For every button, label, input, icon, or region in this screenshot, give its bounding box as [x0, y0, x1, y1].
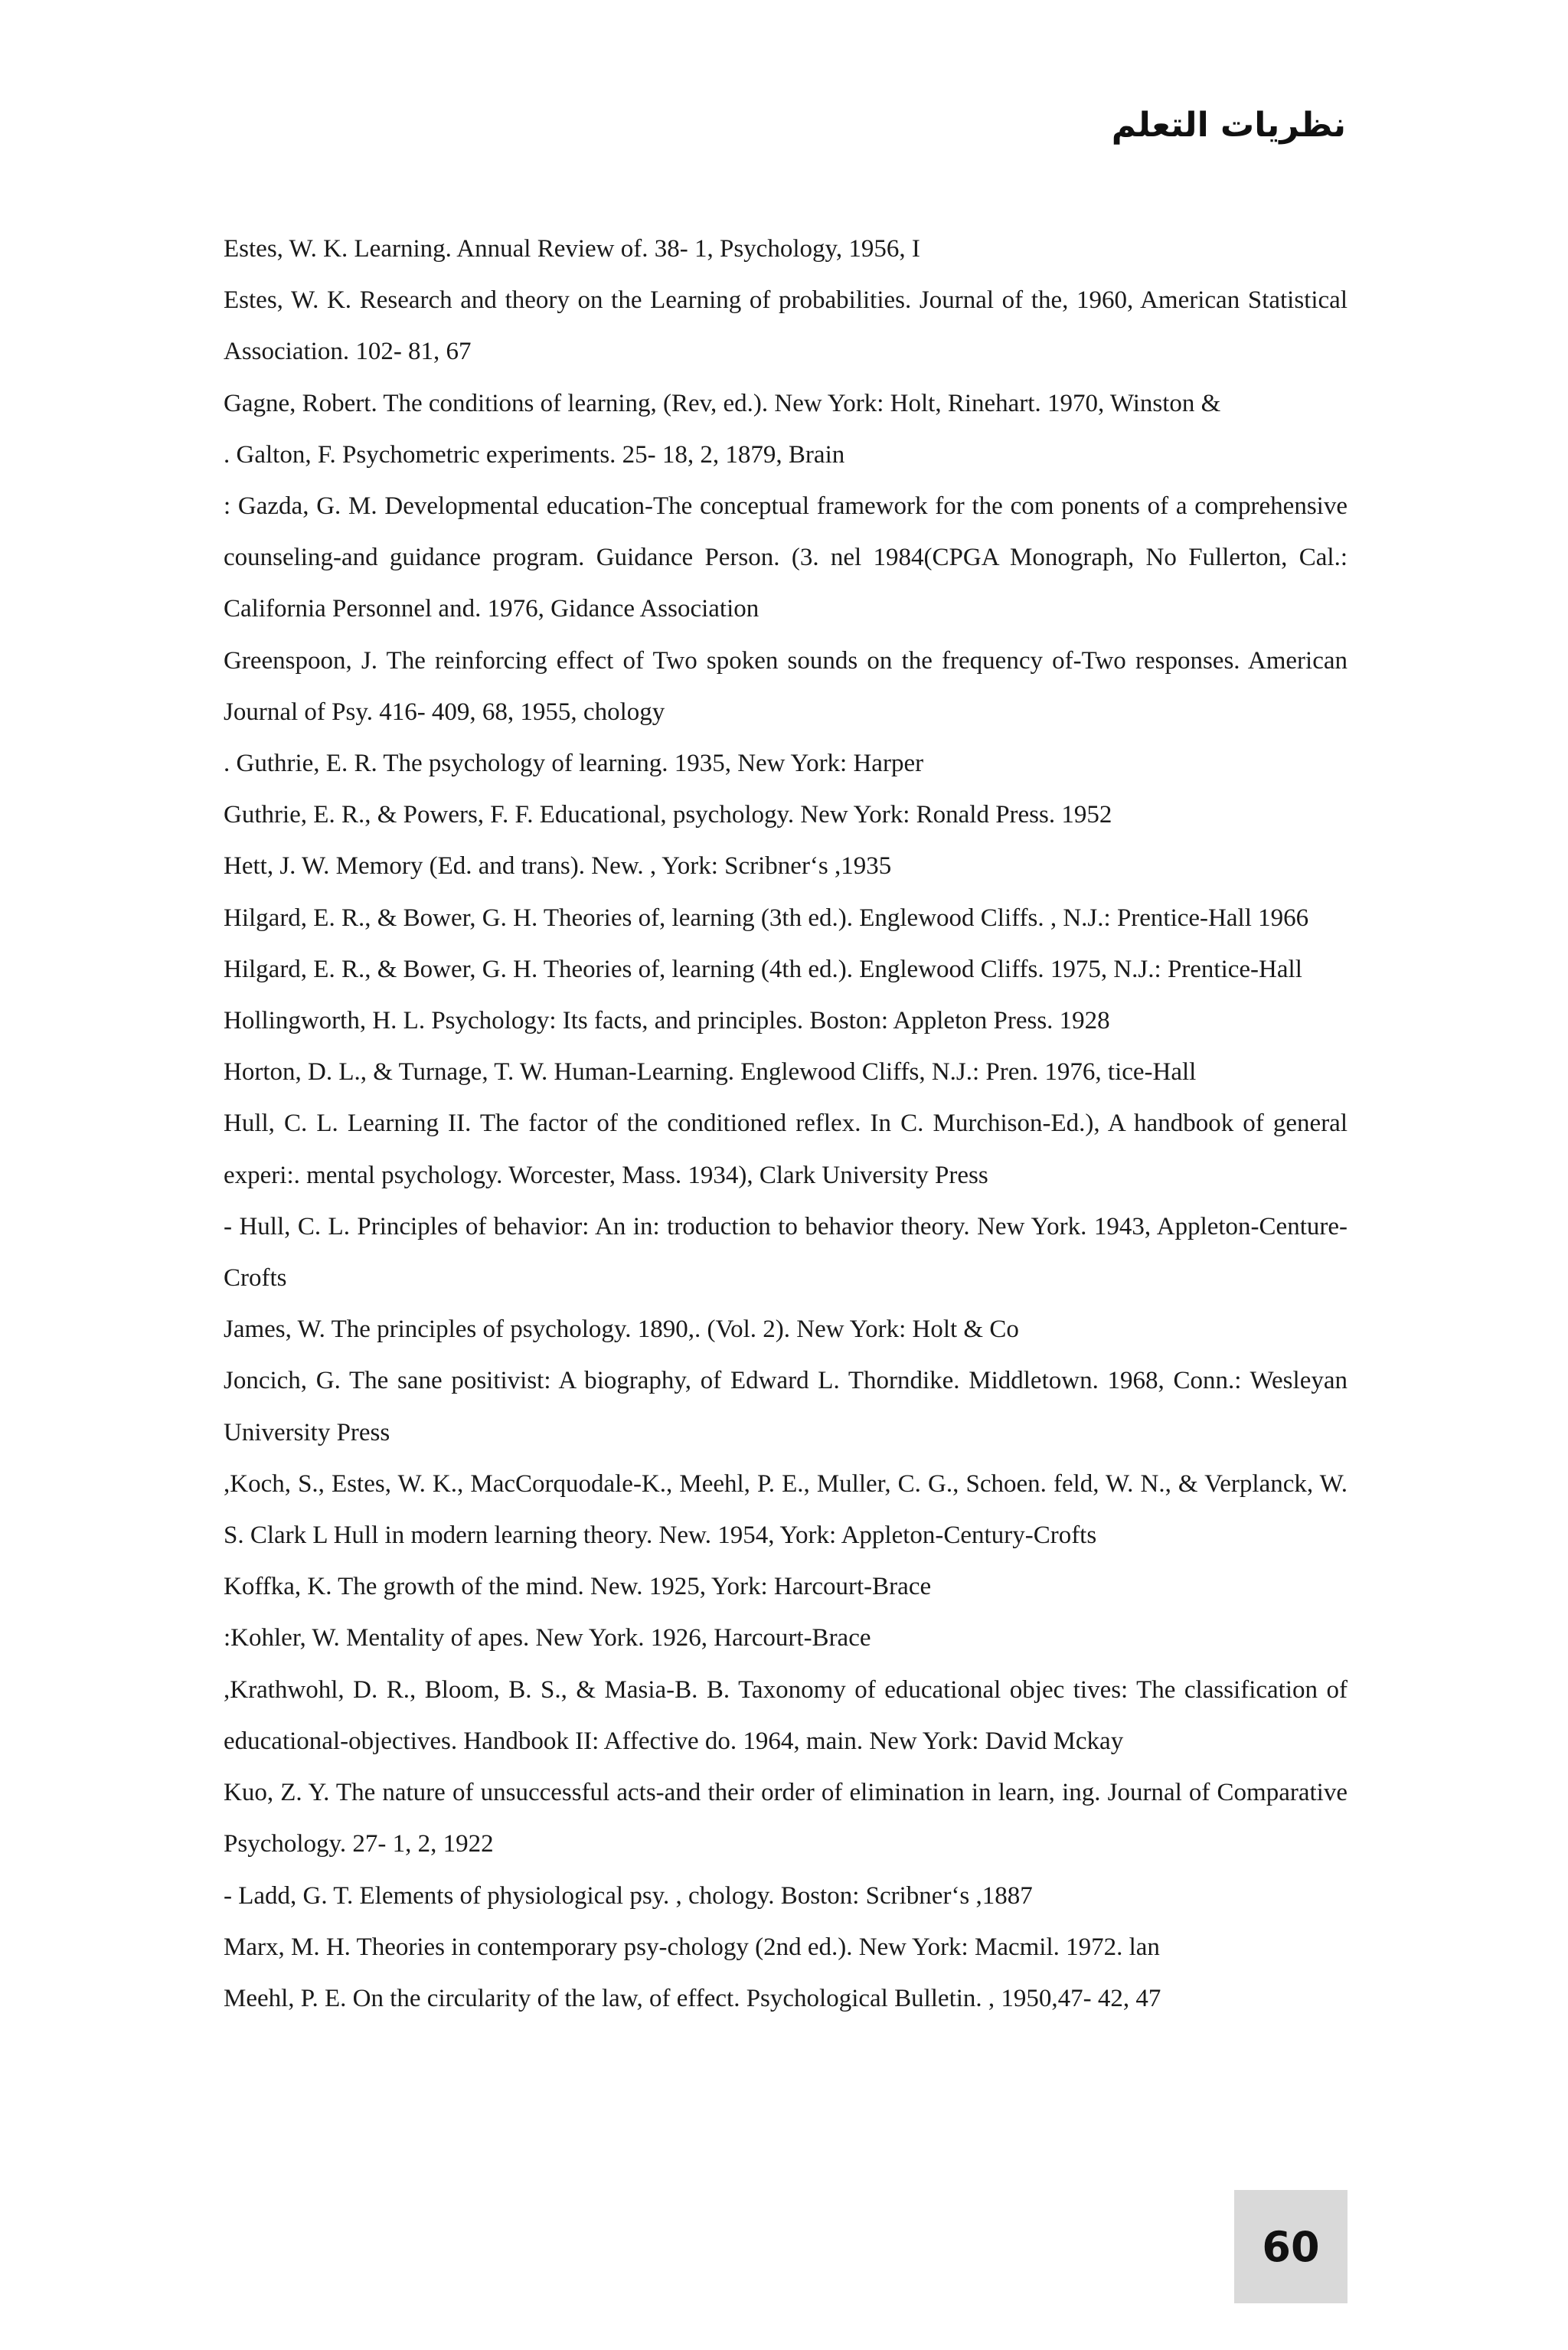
- reference-entry: Estes, W. K. Learning. Annual Review of. 38- 1, Psychology, 1956, I: [224, 235, 920, 263]
- reference-entry: . Guthrie, E. R. The psychology of learning. 1935, New York: Harper: [224, 750, 924, 778]
- page-number-box: [1234, 2190, 1348, 2303]
- running-head-title: نظريات التعلم: [1111, 106, 1346, 145]
- reference-entry: Meehl, P. E. On the circularity of the law, of effect. Psychological Bulletin. , 1950,47- 42, 47: [224, 1984, 1161, 2012]
- reference-entry: Greenspoon, J. The reinforcing effect of Two spoken sounds on the frequency of-Two responses. American Journal of Psy. 416- 409, 68, 1955, chology: [224, 646, 1348, 726]
- reference-entry: Kuo, Z. Y. The nature of unsuccessful acts-and their order of elimination in learn, ing. Journal of Comparative Psychology. 27- 1, 2, 1922: [224, 1779, 1348, 1858]
- reference-entry: - Ladd, G. T. Elements of physiological psy. , chology. Boston: Scribner‘s ,1887: [224, 1881, 1033, 1910]
- reference-entry: Hett, J. W. Memory (Ed. and trans). New. , York: Scribner‘s ,1935: [224, 852, 892, 881]
- reference-entry: - Hull, C. L. Principles of behavior: An in: troduction to behavior theory. New York. 1943, Appleton-Centure-Crofts: [224, 1212, 1348, 1293]
- reference-entry: ,Koch, S., Estes, W. K., MacCorquodale-K., Meehl, P. E., Muller, C. G., Schoen. feld, W. N., & Verplanck, W. S. Clark L Hull in modern learning theory. New. 1954, York: Appleton-Century-Crofts: [224, 1469, 1348, 1550]
- reference-entry: Joncich, G. The sane positivist: A biography, of Edward L. Thorndike. Middletown. 1968, Conn.: Wesleyan University Press: [224, 1367, 1348, 1446]
- reference-entry: Gagne, Robert. The conditions of learning, (Rev, ed.). New York: Holt, Rinehart. 1970, Winston &: [224, 389, 1221, 417]
- reference-entry: Estes, W. K. Research and theory on the Learning of probabilities. Journal of the, 1960, American Statistical Association. 102- 81, 67: [224, 286, 1348, 366]
- reference-entry: Marx, M. H. Theories in contemporary psy-chology (2nd ed.). New York: Macmil. 1972. lan: [224, 1933, 1160, 1961]
- reference-list: [224, 224, 1348, 2025]
- reference-entry: James, W. The principles of psychology. 1890,. (Vol. 2). New York: Holt & Co: [224, 1316, 1019, 1344]
- reference-entry: Hilgard, E. R., & Bower, G. H. Theories of, learning (4th ed.). Englewood Cliffs. 1975, N.J.: Prentice-Hall: [224, 955, 1302, 983]
- reference-entry: ,Krathwohl, D. R., Bloom, B. S., & Masia-B. B. Taxonomy of educational objec tives: The classification of educational-objectives. Handbook II: Affective do. 1964, main. New York: David Mckay: [224, 1675, 1348, 1755]
- reference-entry: Koffka, K. The growth of the mind. New. 1925, York: Harcourt-Brace: [224, 1573, 932, 1601]
- reference-entry: Horton, D. L., & Turnage, T. W. Human-Learning. Englewood Cliffs, N.J.: Pren. 1976, tice-Hall: [224, 1058, 1197, 1087]
- reference-entry: Guthrie, E. R., & Powers, F. F. Educational, psychology. New York: Ronald Press. 1952: [224, 801, 1112, 829]
- reference-entry: Hull, C. L. Learning II. The factor of the conditioned reflex. In C. Murchison-Ed.), A handbook of general experi:. mental psychology. Worcester, Mass. 1934), Clark University Press: [224, 1110, 1348, 1189]
- reference-entry: . Galton, F. Psychometric experiments. 25- 18, 2, 1879, Brain: [224, 440, 845, 469]
- reference-entry: : Gazda, G. M. Developmental education-The conceptual framework for the com ponents of a comprehensive counseling-and guidance program. Guidance Person. (3. nel 1984(CPGA Monograph, No Fullerton, Cal.: California Personnel and. 1976, Gidance Association: [224, 492, 1348, 623]
- reference-entry: :Kohler, W. Mentality of apes. New York. 1926, Harcourt-Brace: [224, 1624, 871, 1652]
- reference-entry: Hilgard, E. R., & Bower, G. H. Theories of, learning (3th ed.). Englewood Cliffs. , N.J.: Prentice-Hall 1966: [224, 904, 1309, 932]
- reference-entry: Hollingworth, H. L. Psychology: Its facts, and principles. Boston: Appleton Press. 1928: [224, 1007, 1110, 1035]
- page-number: 60: [1262, 2222, 1320, 2271]
